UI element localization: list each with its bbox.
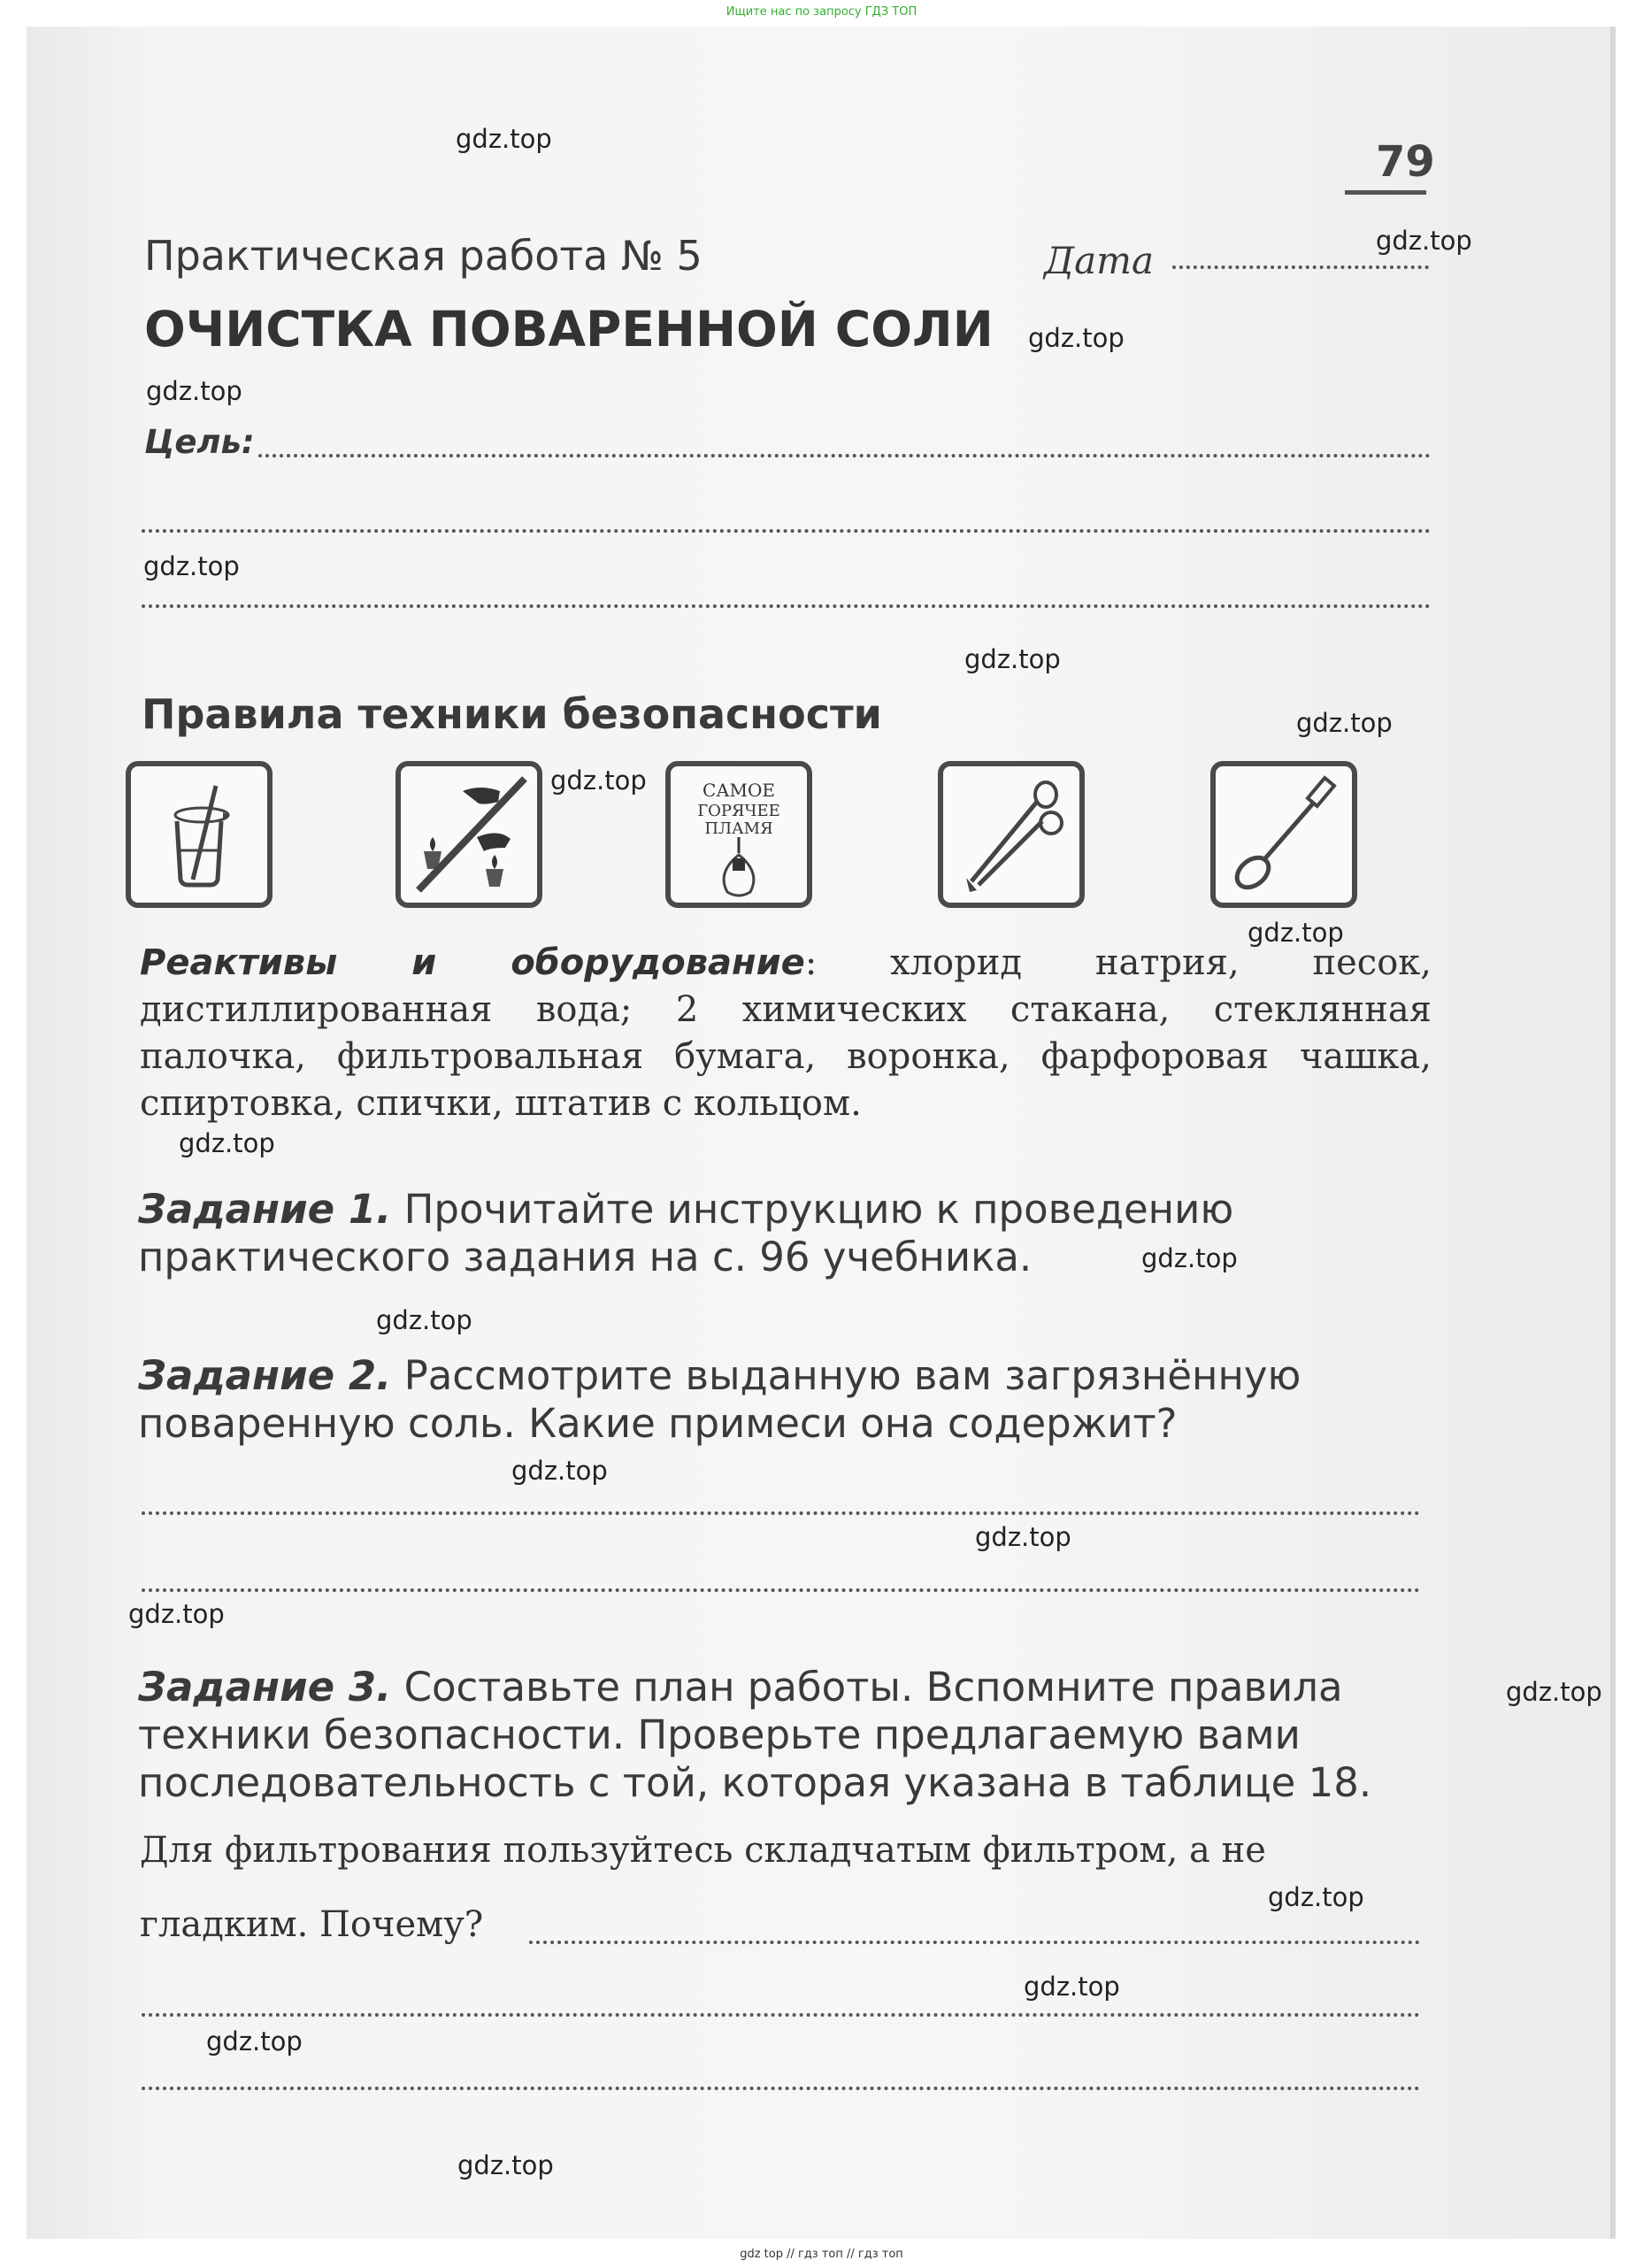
task-3 [138, 1664, 1439, 1807]
watermark: gdz.top [1028, 323, 1125, 353]
task-1-label: Задание 1. [138, 1186, 392, 1233]
page-number: 79 [1376, 137, 1435, 187]
task-2-label: Задание 2. [138, 1352, 392, 1399]
task-3-text: Составьте план работы. Вспомните правила техники безопасности. Проверьте предлагаемую вами последовательность с той, которая указана в таблице 18. [138, 1664, 1372, 1806]
reagents-paragraph [140, 940, 1432, 1127]
flame-sign-text-2: ГОРЯЧЕЕ [697, 802, 780, 820]
watermark: gdz.top [1296, 708, 1393, 738]
goal-answer-line[interactable] [258, 454, 1431, 457]
filter-question-line-2: гладким. Почему? [140, 1904, 484, 1945]
watermark: gdz.top [1024, 1972, 1120, 2002]
filter-answer-line[interactable] [529, 1941, 1420, 1944]
reagents-text: : хлорид натрия, песок, дистиллированная вода; 2 химических стакана, стеклянная палочка, фильтровальная бумага, воронка, фарфоровая чашка, спиртовка, спички, штатив с кольцом. [140, 942, 1432, 1124]
task-2-answer-line[interactable] [142, 1588, 1420, 1592]
watermark: gdz.top [1506, 1677, 1602, 1707]
flame-sign-text-3: ПЛАМЯ [704, 819, 773, 838]
watermark: gdz.top [1248, 918, 1344, 948]
flame-sign-text-1: САМОЕ [702, 780, 775, 801]
page-title: ОЧИСТКА ПОВАРЕННОЙ СОЛИ [144, 301, 994, 357]
date-label: Дата [1044, 239, 1155, 282]
hottest-flame-icon [665, 761, 812, 908]
task-3-label: Задание 3. [138, 1664, 392, 1711]
goal-answer-line[interactable] [142, 604, 1431, 608]
filter-answer-line[interactable] [142, 2013, 1420, 2017]
task-2-answer-line[interactable] [142, 1511, 1420, 1515]
watermark: gdz.top [456, 124, 552, 154]
filter-question-line-1: Для фильтрования пользуйтесь складчатым фильтром, а не [140, 1830, 1266, 1871]
page-number-rule [1345, 190, 1426, 195]
watermark: gdz.top [511, 1456, 608, 1486]
goal-label: Цель: [144, 423, 255, 461]
watermark: gdz.top [964, 644, 1061, 674]
task-1-text: Прочитайте инструкцию к проведению практического задания на с. 96 учебника. [138, 1186, 1234, 1280]
watermark: gdz.top [143, 551, 240, 581]
crucible-tongs-icon [938, 761, 1085, 908]
watermark: gdz.top [457, 2150, 554, 2180]
watermark: gdz.top [975, 1522, 1071, 1552]
reagents-label: Реактивы и оборудование [140, 942, 805, 983]
safety-heading: Правила техники безопасности [142, 690, 882, 738]
watermark: gdz.top [1268, 1882, 1364, 1912]
spatula-spoon-icon [1210, 761, 1357, 908]
watermark: gdz.top [179, 1128, 275, 1158]
watermark: gdz.top [1376, 226, 1472, 256]
date-field-line[interactable] [1172, 265, 1429, 269]
task-2 [138, 1352, 1439, 1448]
stirring-glass-icon [126, 761, 273, 908]
watermark: gdz.top [128, 1599, 225, 1629]
watermark: gdz.top [376, 1305, 472, 1335]
filter-answer-line[interactable] [142, 2087, 1420, 2090]
watermark: gdz.top [1141, 1243, 1238, 1273]
goal-answer-line[interactable] [142, 529, 1431, 533]
work-subtitle: Практическая работа № 5 [144, 232, 702, 280]
watermark: gdz.top [146, 376, 242, 406]
task-1 [138, 1186, 1439, 1281]
no-lighting-from-spirit-lamp-icon [395, 761, 542, 908]
bottom-banner[interactable]: gdz top // гдз топ // гдз топ [740, 2248, 903, 2261]
watermark: gdz.top [550, 765, 647, 796]
task-2-text: Рассмотрите выданную вам загрязнённую поваренную соль. Какие примеси она содержит? [138, 1352, 1301, 1447]
watermark: gdz.top [206, 2026, 303, 2057]
top-banner[interactable]: Ищите нас по запросу ГДЗ ТОП [726, 5, 917, 19]
